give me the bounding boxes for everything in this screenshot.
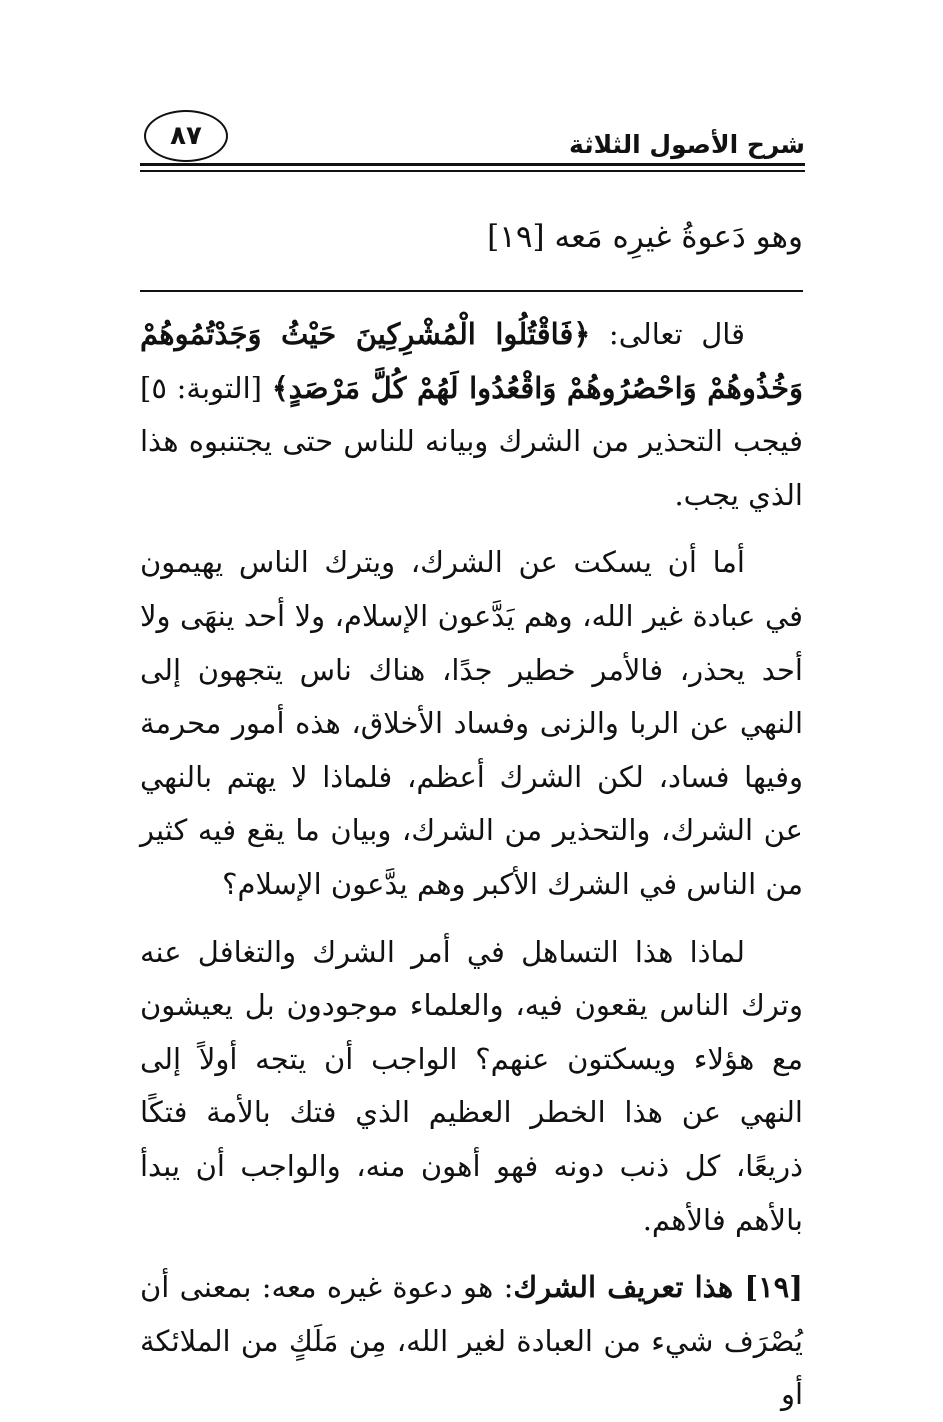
paragraph-1-lead: قال تعالى: [590,317,745,351]
footnote-paragraph [140,1261,803,1422]
quran-verse: ﴿فَاقْتُلُوا الْمُشْرِكِينَ حَيْثُ وَجَدْتُمُوهُمْ وَخُذُوهُمْ وَاحْصُرُوهُمْ وَاقْعُدُوا لَهُمْ كُلَّ مَرْصَدٍ﴾ [140,317,804,405]
paragraph-1 [140,308,803,522]
header-rule-thick [140,163,805,166]
page-header [140,108,805,164]
footnote-heading: [١٩] هذا تعريف الشرك [513,1270,803,1305]
paragraph-3: لماذا هذا التساهل في أمر الشرك والتغافل عنه وترك الناس يقعون فيه، والعلماء موجودون بل يعيشون مع هؤلاء ويسكتون عنهم؟ الواجب أن يتجه أولاً إلى النهي عن هذا الخطر العظيم الذي فتك بالأمة فتكًا ذريعًا، كل ذنب دونه فهو أهون منه، والواجب أن يبدأ بالأهم فالأهم. [140,934,803,1237]
commentary-body [140,308,803,1422]
matn-separator [140,290,803,292]
header-rule-thin [140,170,805,172]
running-title: شرح الأصول الثلاثة [569,130,805,159]
paragraph-1-rest: [التوبة: ٥] فيجب التحذير من الشرك وبيانه للناس حتى يجتنبوه هذا الذي يجب. [140,370,803,512]
page-number-badge: ٨٧ [144,110,228,162]
footnote-text: : هو دعوة غيره معه: بمعنى أن يُصْرَف شيء من العبادة لغير الله، مِن مَلَكٍ من الملائكة أو [140,1270,803,1412]
matn-text: وهو دَعوةُ غيرِه مَعه [١٩] [487,219,803,255]
paragraph-2: أما أن يسكت عن الشرك، ويترك الناس يهيمون في عبادة غير الله، وهم يَدَّعون الإسلام، ولا أحد ينهَى ولا أحد يحذر، فالأمر خطير جدًا، هناك ناس يتجهون إلى النهي عن الربا والزنى وفساد الأخلاق، هذه أمور محرمة وفيها فساد، لكن الشرك أعظم، فلماذا لا يهتم بالنهي عن الشرك، والتحذير من الشرك، وبيان ما يقع فيه كثير من الناس في الشرك الأكبر وهم يدَّعون الإسلام؟ [140,545,803,901]
